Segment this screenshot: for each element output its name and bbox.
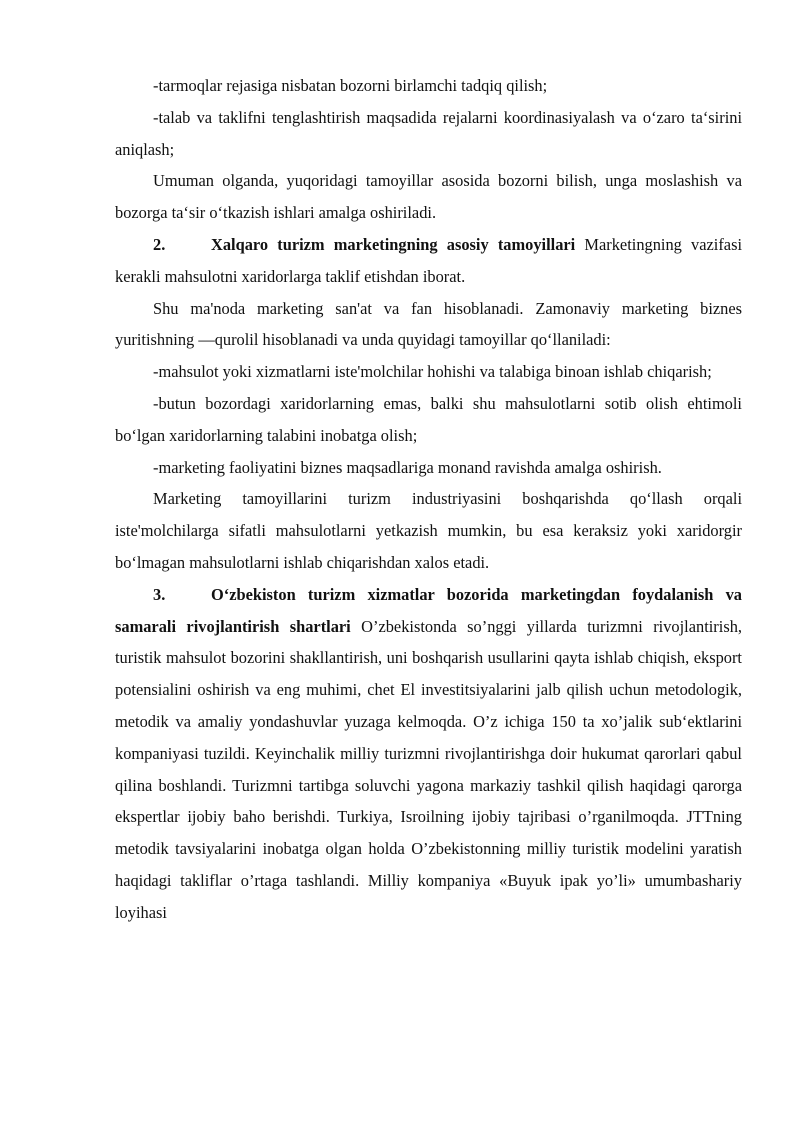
section-3-number: 3. xyxy=(153,584,166,604)
paragraph-3: Umuman olganda, yuqoridagi tamoyillar asosida bozorni bilish, unga moslashish va bozorga ta‘sir o‘tkazish ishlari amalga oshiriladi. xyxy=(115,171,742,223)
section-3 xyxy=(115,579,742,929)
paragraph-8: Marketing tamoyillarini turizm industriyasini boshqarishda qo‘llash orqali iste'molchilarga sifatli mahsulotlarni yetkazish mumkin, bu esa keraksiz yoki xaridorgir bo‘lmagan mahsulotlarni ishlab chiqarishdan xalos etadi. xyxy=(115,489,742,572)
paragraph-2: -talab va taklifni tenglashtirish maqsadida rejalarni koordinasiyalash va o‘zaro ta‘sirini aniqlash; xyxy=(115,107,742,159)
paragraph-1: -tarmoqlar rejasiga nisbatan bozorni birlamchi tadqiq qilish; xyxy=(153,76,548,95)
section-2-title: Xalqaro turizm marketingning asosiy tamoyillari xyxy=(211,234,576,254)
section-3-title: O‘zbekiston turizm xizmatlar bozorida marketingdan foydalanish va samarali rivojlantirish shartlari xyxy=(115,584,742,636)
paragraph-4: Shu ma'noda marketing san'at va fan hisoblanadi. Zamonaviy marketing biznes yuritishning ―qurolil hisoblanadi va unda quyidagi tamoyillar qo‘llaniladi: xyxy=(115,298,742,350)
paragraph-7: -marketing faoliyatini biznes maqsadlariga monand ravishda amalga oshirish. xyxy=(153,457,662,477)
section-2-number: 2. xyxy=(153,234,166,254)
paragraph-5: -mahsulot yoki xizmatlarni iste'molchilar hohishi va talabiga binoan ishlab chiqarish; xyxy=(153,362,712,382)
section-2 xyxy=(115,229,742,293)
paragraph-6: -butun bozordagi xaridorlarning emas, balki shu mahsulotlarni sotib olish ehtimoli bo‘lgan xaridorlarning talabini inobatga olish; xyxy=(115,393,742,445)
section-3-text: O’zbekistonda so’nggi yillarda turizmni rivojlantirish, turistik mahsulot bozorini shakllantirish, uni boshqarish usullarini qayta ishlab chiqish, eksport potensialini oshirish va eng muhimi, chet El investitsiyalarini jalb qilish uchun metodologik, metodik va amaliy yondashuvlar yuzaga kelmoqda. O’z ichiga 150 ta xo’jalik sub‘ektlarini kompaniyasi tuzildi. Keyinchalik milliy turizmni rivojlantirishga doir hukumat qarorlari qabul qilina boshlandi. Turizmni tartibga soluvchi yagona markaziy tashkil qilish haqidagi qarorga ekspertlar ijobiy baho berishdi. Turkiya, Isroilning ijobiy tajribasi o’rganilmoqda. JTTning metodik tavsiyalarini inobatga olgan holda O’zbekistonning milliy turistik modelini yaratish haqidagi takliflar o’rtaga tashlandi. Milliy kompaniya «Buyuk ipak yo’li» umumbashariy loyihasi xyxy=(115,616,742,922)
section-2-text: Marketingning vazifasi kerakli mahsulotni xaridorlarga taklif etishdan iborat. xyxy=(115,234,742,286)
